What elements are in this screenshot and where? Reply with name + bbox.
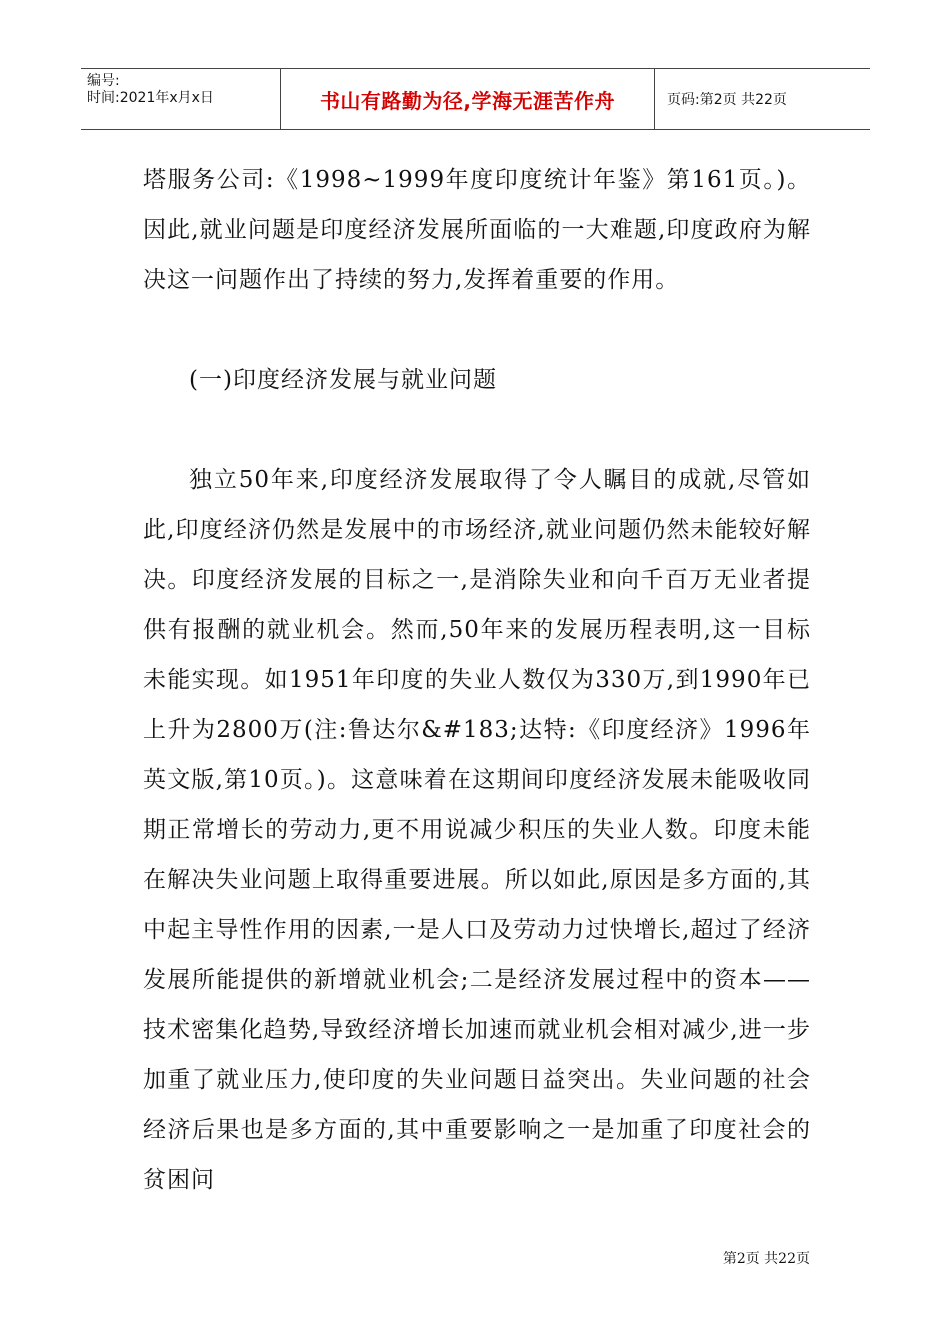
header-page-label: 页码:第2页 共22页	[667, 92, 787, 108]
page-footer: 第2页 共22页	[722, 1251, 810, 1267]
section-heading: (一)印度经济发展与就业问题	[189, 367, 497, 393]
document-time-label: 时间:2021年x月x日	[87, 90, 214, 106]
header-meta	[81, 69, 281, 129]
page-header	[81, 68, 870, 130]
document-number-label: 编号:	[87, 73, 120, 89]
paragraph-continuation: 塔服务公司:《1998~1999年度印度统计年鉴》第161页。)。因此,就业问题是印度经济发展所面临的一大难题,印度政府为解决这一问题作出了持续的努力,发挥着重要的作用。	[143, 167, 811, 293]
header-motto: 书山有路勤为径,学海无涯苦作舟	[281, 69, 655, 129]
document-body	[143, 155, 811, 1205]
paragraph-main: 独立50年来,印度经济发展取得了令人瞩目的成就,尽管如此,印度经济仍然是发展中的市场经济,就业问题仍然未能较好解决。印度经济发展的目标之一,是消除失业和向千百万无业者提供有报酬的就业机会。然而,50年来的发展历程表明,这一目标未能实现。如1951年印度的失业人数仅为330万,到1990年已上升为2800万(注:鲁达尔&#183;达特:《印度经济》1996年英文版,第10页。)。这意味着在这期间印度经济发展未能吸收同期正常增长的劳动力,更不用说减少积压的失业人数。印度未能在解决失业问题上取得重要进展。所以如此,原因是多方面的,其中起主导性作用的因素,一是人口及劳动力过快增长,超过了经济发展所能提供的新增就业机会;二是经济发展过程中的资本——技术密集化趋势,导致经济增长加速而就业机会相对减少,进一步加重了就业压力,使印度的失业问题日益突出。失业问题的社会经济后果也是多方面的,其中重要影响之一是加重了印度社会的贫困问	[143, 467, 811, 1193]
